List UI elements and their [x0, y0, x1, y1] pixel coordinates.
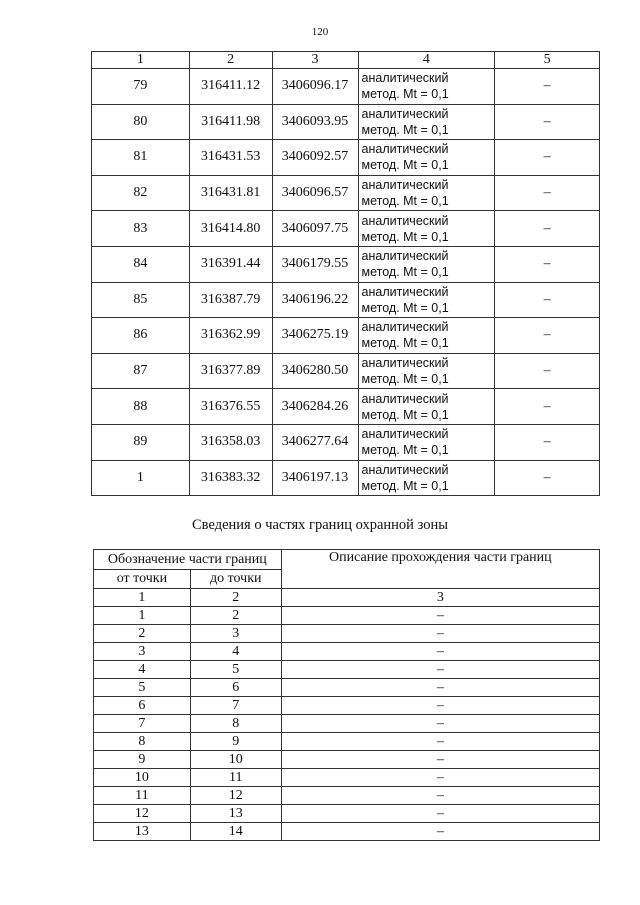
- header-boundary-part-description: Описание прохождения части границ: [281, 550, 599, 589]
- method-line-2: метод. Mt = 0,1: [361, 407, 449, 422]
- method-line-2: метод. Mt = 0,1: [361, 229, 449, 244]
- method-line-1: аналитический: [361, 391, 449, 406]
- description-cell: –: [281, 733, 599, 751]
- method-line-2: метод. Mt = 0,1: [361, 87, 449, 102]
- description-cell: –: [281, 607, 599, 625]
- to-point-cell: 12: [190, 787, 281, 805]
- method-line-1: аналитический: [361, 71, 449, 86]
- from-point-cell: 2: [94, 625, 191, 643]
- boundary-parts-table: [93, 549, 600, 841]
- section-title: Сведения о частях границ охранной зоны: [192, 517, 448, 533]
- method-line-1: аналитический: [361, 427, 449, 442]
- description-cell: –: [281, 805, 599, 823]
- y-coordinate-cell: 3406093.95: [272, 104, 358, 140]
- point-number-cell: 79: [92, 69, 190, 105]
- y-coordinate-cell: 3406096.57: [272, 175, 358, 211]
- description-cell: –: [281, 751, 599, 769]
- method-cell: [358, 282, 495, 318]
- method-line-1: аналитический: [361, 320, 449, 335]
- point-number-cell: 81: [92, 140, 190, 176]
- point-number-cell: 83: [92, 211, 190, 247]
- parts-numbering-row: [94, 589, 600, 607]
- x-coordinate-cell: 316376.55: [189, 389, 272, 425]
- numbering-cell: 2: [190, 589, 281, 607]
- point-number-cell: 87: [92, 353, 190, 389]
- table-row: [94, 643, 600, 661]
- table-row: [92, 353, 600, 389]
- method-line-1: аналитический: [361, 284, 449, 299]
- method-line-1: аналитический: [361, 106, 449, 121]
- from-point-cell: 11: [94, 787, 191, 805]
- method-line-2: метод. Mt = 0,1: [361, 336, 449, 351]
- method-line-2: метод. Mt = 0,1: [361, 158, 449, 173]
- table-row: [94, 607, 600, 625]
- method-cell: [358, 389, 495, 425]
- method-line-2: метод. Mt = 0,1: [361, 265, 449, 280]
- table-row: [94, 751, 600, 769]
- table-row: [92, 460, 600, 496]
- y-coordinate-cell: 3406275.19: [272, 318, 358, 354]
- from-point-cell: 8: [94, 733, 191, 751]
- method-line-1: аналитический: [361, 249, 449, 264]
- to-point-cell: 7: [190, 697, 281, 715]
- method-line-1: аналитический: [361, 142, 449, 157]
- point-number-cell: 84: [92, 246, 190, 282]
- column-number-4: 4: [358, 52, 495, 69]
- to-point-cell: 4: [190, 643, 281, 661]
- point-number-cell: 88: [92, 389, 190, 425]
- description-cell: –: [281, 787, 599, 805]
- from-point-cell: 3: [94, 643, 191, 661]
- x-coordinate-cell: 316414.80: [189, 211, 272, 247]
- x-coordinate-cell: 316411.12: [189, 69, 272, 105]
- method-line-2: метод. Mt = 0,1: [361, 122, 449, 137]
- note-cell: –: [495, 353, 600, 389]
- point-number-cell: 1: [92, 460, 190, 496]
- method-line-2: метод. Mt = 0,1: [361, 478, 449, 493]
- column-number-3: 3: [272, 52, 358, 69]
- method-cell: [358, 69, 495, 105]
- from-point-cell: 10: [94, 769, 191, 787]
- x-coordinate-cell: 316431.53: [189, 140, 272, 176]
- table-row: [92, 69, 600, 105]
- to-point-cell: 8: [190, 715, 281, 733]
- table-row: [92, 389, 600, 425]
- method-cell: [358, 175, 495, 211]
- numbering-cell: 3: [281, 589, 599, 607]
- table-row: [94, 661, 600, 679]
- column-number-1: 1: [92, 52, 190, 69]
- method-cell: [358, 460, 495, 496]
- parts-header-row-1: [94, 550, 600, 570]
- point-number-cell: 80: [92, 104, 190, 140]
- column-number-2: 2: [189, 52, 272, 69]
- column-number-5: 5: [495, 52, 600, 69]
- point-number-cell: 86: [92, 318, 190, 354]
- method-cell: [358, 424, 495, 460]
- description-cell: –: [281, 625, 599, 643]
- from-point-cell: 13: [94, 823, 191, 841]
- from-point-cell: 9: [94, 751, 191, 769]
- table-row: [94, 679, 600, 697]
- page-number: 120: [311, 26, 329, 38]
- x-coordinate-cell: 316431.81: [189, 175, 272, 211]
- method-line-2: метод. Mt = 0,1: [361, 372, 449, 387]
- to-point-cell: 5: [190, 661, 281, 679]
- x-coordinate-cell: 316391.44: [189, 246, 272, 282]
- x-coordinate-cell: 316358.03: [189, 424, 272, 460]
- header-boundary-part-designation: Обозначение части границ: [94, 550, 282, 570]
- description-cell: –: [281, 823, 599, 841]
- to-point-cell: 11: [190, 769, 281, 787]
- x-coordinate-cell: 316377.89: [189, 353, 272, 389]
- x-coordinate-cell: 316362.99: [189, 318, 272, 354]
- point-number-cell: 85: [92, 282, 190, 318]
- from-point-cell: 6: [94, 697, 191, 715]
- table-row: [94, 769, 600, 787]
- x-coordinate-cell: 316411.98: [189, 104, 272, 140]
- table-row: [94, 697, 600, 715]
- y-coordinate-cell: 3406284.26: [272, 389, 358, 425]
- y-coordinate-cell: 3406196.22: [272, 282, 358, 318]
- note-cell: –: [495, 211, 600, 247]
- note-cell: –: [495, 69, 600, 105]
- to-point-cell: 2: [190, 607, 281, 625]
- y-coordinate-cell: 3406280.50: [272, 353, 358, 389]
- coordinates-header-row: [92, 52, 600, 69]
- method-cell: [358, 318, 495, 354]
- note-cell: –: [495, 282, 600, 318]
- note-cell: –: [495, 104, 600, 140]
- table-row: [92, 140, 600, 176]
- method-line-1: аналитический: [361, 213, 449, 228]
- to-point-cell: 3: [190, 625, 281, 643]
- point-number-cell: 89: [92, 424, 190, 460]
- from-point-cell: 12: [94, 805, 191, 823]
- table-row: [94, 787, 600, 805]
- method-line-2: метод. Mt = 0,1: [361, 300, 449, 315]
- to-point-cell: 13: [190, 805, 281, 823]
- description-cell: –: [281, 643, 599, 661]
- description-cell: –: [281, 697, 599, 715]
- description-cell: –: [281, 715, 599, 733]
- y-coordinate-cell: 3406097.75: [272, 211, 358, 247]
- table-row: [94, 715, 600, 733]
- note-cell: –: [495, 175, 600, 211]
- note-cell: –: [495, 318, 600, 354]
- table-row: [94, 733, 600, 751]
- description-cell: –: [281, 679, 599, 697]
- y-coordinate-cell: 3406096.17: [272, 69, 358, 105]
- method-cell: [358, 353, 495, 389]
- note-cell: –: [495, 460, 600, 496]
- description-cell: –: [281, 769, 599, 787]
- y-coordinate-cell: 3406277.64: [272, 424, 358, 460]
- to-point-cell: 9: [190, 733, 281, 751]
- method-cell: [358, 246, 495, 282]
- note-cell: –: [495, 140, 600, 176]
- method-line-2: метод. Mt = 0,1: [361, 443, 449, 458]
- coordinates-table: [91, 51, 600, 496]
- from-point-cell: 7: [94, 715, 191, 733]
- table-row: [94, 805, 600, 823]
- x-coordinate-cell: 316387.79: [189, 282, 272, 318]
- y-coordinate-cell: 3406197.13: [272, 460, 358, 496]
- method-line-1: аналитический: [361, 178, 449, 193]
- numbering-cell: 1: [94, 589, 191, 607]
- header-from-point: от точки: [94, 570, 191, 589]
- point-number-cell: 82: [92, 175, 190, 211]
- note-cell: –: [495, 389, 600, 425]
- to-point-cell: 10: [190, 751, 281, 769]
- note-cell: –: [495, 246, 600, 282]
- note-cell: –: [495, 424, 600, 460]
- table-row: [94, 823, 600, 841]
- table-row: [92, 211, 600, 247]
- table-row: [92, 104, 600, 140]
- method-cell: [358, 211, 495, 247]
- table-row: [92, 246, 600, 282]
- from-point-cell: 4: [94, 661, 191, 679]
- method-cell: [358, 104, 495, 140]
- from-point-cell: 1: [94, 607, 191, 625]
- method-line-1: аналитический: [361, 462, 449, 477]
- to-point-cell: 6: [190, 679, 281, 697]
- method-line-2: метод. Mt = 0,1: [361, 194, 449, 209]
- to-point-cell: 14: [190, 823, 281, 841]
- table-row: [92, 175, 600, 211]
- method-line-1: аналитический: [361, 356, 449, 371]
- from-point-cell: 5: [94, 679, 191, 697]
- header-to-point: до точки: [190, 570, 281, 589]
- y-coordinate-cell: 3406092.57: [272, 140, 358, 176]
- table-row: [94, 625, 600, 643]
- y-coordinate-cell: 3406179.55: [272, 246, 358, 282]
- x-coordinate-cell: 316383.32: [189, 460, 272, 496]
- table-row: [92, 318, 600, 354]
- description-cell: –: [281, 661, 599, 679]
- table-row: [92, 424, 600, 460]
- table-row: [92, 282, 600, 318]
- method-cell: [358, 140, 495, 176]
